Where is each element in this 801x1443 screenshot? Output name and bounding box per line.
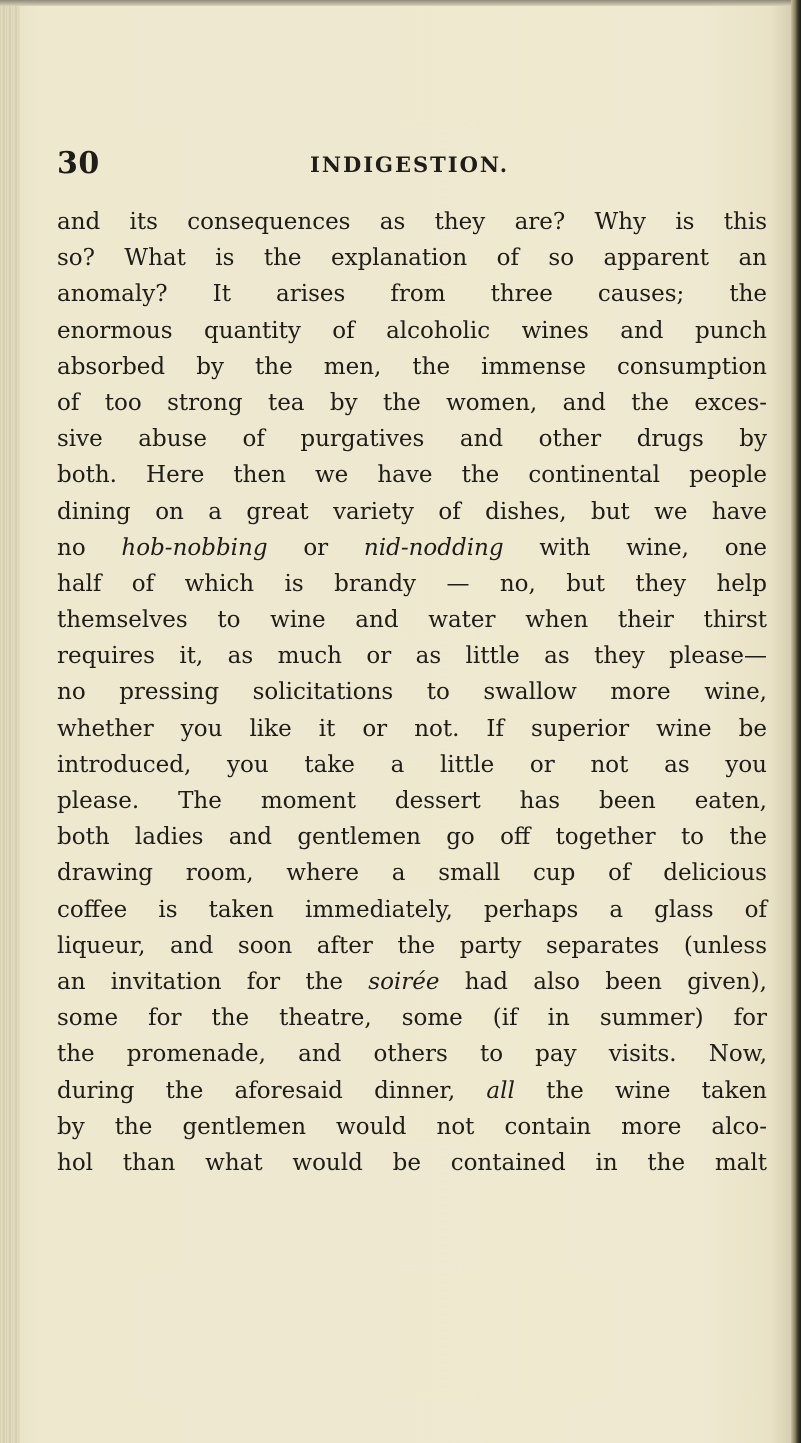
page-number: 30 xyxy=(57,146,100,181)
text-line: so? What is the explanation of so apparent an xyxy=(57,245,767,272)
text-line: coffee is taken immediately, perhaps a glass of xyxy=(57,896,767,923)
text-line: of too strong tea by the women, and the exces- xyxy=(57,389,767,416)
text-line: liqueur, and soon after the party separates (unless xyxy=(57,932,767,959)
text-line: during the aforesaid dinner, all the wine taken xyxy=(57,1077,767,1104)
text-line: some for the theatre, some (if in summer) for xyxy=(57,1005,767,1032)
running-title: INDIGESTION. xyxy=(310,152,510,177)
text-line: and its consequences as they are? Why is this xyxy=(57,209,767,235)
text-line: by the gentlemen would not contain more alco- xyxy=(57,1113,767,1140)
text-line: both. Here then we have the continental people xyxy=(57,462,767,489)
text-line: dining on a great variety of dishes, but we have xyxy=(57,498,767,525)
text-line: half of which is brandy — no, but they help xyxy=(57,570,767,597)
italic-phrase: nid-nodding xyxy=(363,534,504,561)
text-line: hol than what would be contained in the malt xyxy=(57,1149,767,1176)
text-line: anomaly? It arises from three causes; the xyxy=(57,281,767,308)
italic-phrase: hob-nobbing xyxy=(121,534,268,561)
text-line: sive abuse of purgatives and other drugs by xyxy=(57,426,767,453)
italic-phrase: soirée xyxy=(368,968,440,995)
page-top-edge xyxy=(0,0,801,6)
text-line: no hob-nobbing or nid-nodding with wine, one xyxy=(57,534,767,561)
body-text xyxy=(57,204,767,1181)
text-line: both ladies and gentlemen go off together to the xyxy=(57,824,767,851)
text-line: enormous quantity of alcoholic wines and punch xyxy=(57,317,767,344)
text-line: please. The moment dessert has been eaten, xyxy=(57,788,767,814)
book-spine-edge xyxy=(791,0,801,1443)
text-line: the promenade, and others to pay visits. Now, xyxy=(57,1041,767,1068)
text-line: themselves to wine and water when their thirst xyxy=(57,607,767,634)
text-line: absorbed by the men, the immense consumption xyxy=(57,353,767,380)
page-gutter-shadow xyxy=(0,0,20,1443)
text-line: introduced, you take a little or not as you xyxy=(57,751,767,778)
text-line: an invitation for the soirée had also been given), xyxy=(57,968,767,995)
italic-phrase: all xyxy=(486,1077,515,1104)
page-header xyxy=(57,146,777,186)
text-line: drawing room, where a small cup of delicious xyxy=(57,860,767,887)
text-line: requires it, as much or as little as they please— xyxy=(57,643,767,670)
text-line: whether you like it or not. If superior wine be xyxy=(57,715,767,742)
text-line: no pressing solicitations to swallow more wine, xyxy=(57,679,767,706)
